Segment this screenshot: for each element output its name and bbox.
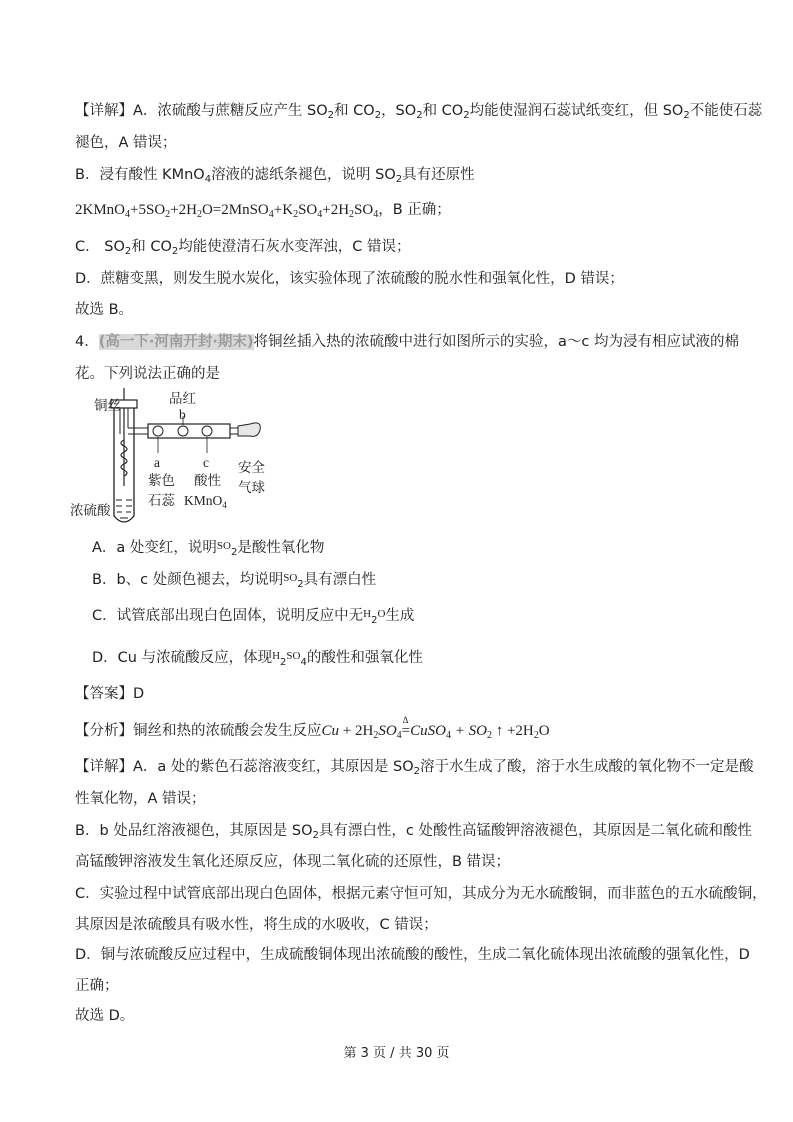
label-purple: 紫色 (148, 473, 175, 488)
detail4-conclusion: 故选 D。 (75, 1008, 135, 1024)
detail4-line5: C．实验过程中试管底部出现白色固体，根据元素守恒可知，其成分为无水硫酸铜，而非蓝色的五水硫酸铜， (75, 886, 767, 902)
detail3-equation: $2KMnO_4+5SO_2+2H_2O=2MnSO_4+K_2SO_4+2H_2SO_4$，B 正确； (75, 202, 451, 220)
detail3-line3: B．浸有酸性 KMnO$_4$溶液的滤纸条褪色，说明 $SO_2$具有还原性 (75, 167, 475, 185)
detail3-conclusion: 故选 B。 (75, 302, 134, 318)
detail3-line6: D．蔗糖变黑，则发生脱水炭化，该实验体现了浓硫酸的脱水性和强氧化性，D 错误； (75, 271, 624, 287)
apparatus-figure (66, 388, 286, 528)
cotton-c (202, 426, 212, 436)
safety-balloon (238, 423, 260, 437)
label-litmus: 石蕊 (148, 493, 175, 508)
detail3-line1: 【详解】A．浓硫酸与蔗糖反应产生 $SO_2$和 $CO_2$，$SO_2$和 $CO_2$均能使湿润石蕊试纸变红，但 $SO_2$不能使石蕊 (75, 103, 763, 121)
option-b: B．b、c 处颜色褪去，均说明$^{SO}_2$具有漂白性 (92, 572, 377, 590)
option-a: A．a 处变红，说明$^{SO}_2$是酸性氧化物 (92, 540, 325, 558)
detail3-line2: 褪色，A 错误； (75, 135, 177, 151)
detail4-line1: 【详解】A．a 处的紫色石蕊溶液变红，其原因是 $SO_2$溶于水生成了酸，溶于水生成酸的氧化物不一定是酸 (75, 759, 754, 777)
detail3-line5: C． $SO_2$和 $CO_2$均能使澄清石灰水变浑浊，C 错误； (75, 239, 411, 257)
source-tag: (高一下·河南开封·期末) (98, 334, 254, 350)
analysis: 【分析】铜丝和热的浓硫酸会发生反应$Cu + 2H_2SO_4=$ Δ CuSO$_4$ + $SO_2$ ↑ $+2H_2O$ (75, 715, 550, 741)
answer: 【答案】D (75, 686, 145, 702)
label-pinhong: 品红 (169, 391, 196, 406)
detail4-line2: 性氧化物，A 错误； (75, 791, 206, 807)
label-kmno4: KMnO$_4$ (184, 493, 227, 510)
label-c: c (203, 455, 209, 470)
detail4-line7: D．铜与浓硫酸反应过程中，生成硫酸铜体现出浓硫酸的酸性，生成二氧化硫体现出浓硫酸的强氧化性，D (75, 947, 750, 963)
label-b: b (179, 407, 186, 422)
question4-stem-line1: 4．(高一下·河南开封·期末)将铜丝插入热的浓硫酸中进行如图所示的实验，a～c 均为浸有相应试液的棉 (75, 334, 739, 350)
cotton-a (153, 426, 163, 436)
acid-liquid (116, 500, 132, 518)
label-copper-wire: 铜丝 (94, 398, 121, 413)
label-safety: 安全 (238, 460, 265, 475)
detail4-line8: 正确； (75, 978, 119, 994)
detail4-line4: 高锰酸钾溶液发生氧化还原反应，体现二氧化硫的还原性，B 错误； (75, 854, 511, 870)
cotton-b (178, 426, 188, 436)
page-footer: 第 3 页 / 共 30 页 (343, 1046, 450, 1061)
copper-coil (121, 440, 127, 476)
label-conc-acid: 浓硫酸 (70, 503, 111, 518)
detail4-line6: 其原因是浓硫酸具有吸水性，将生成的水吸收，C 错误； (75, 917, 438, 933)
option-c: C．试管底部出现白色固体，说明反应中无$^H_2^O$生成 (92, 608, 415, 626)
label-acidic: 酸性 (194, 473, 221, 488)
detail4-line3: B．b 处品红溶液褪色，其原因是 $SO_2$具有漂白性，c 处酸性高锰酸钾溶液褪色，其原因是二氧化硫和酸性 (75, 823, 752, 841)
label-a: a (154, 455, 160, 470)
label-balloon: 气球 (238, 480, 265, 495)
option-d: D．Cu 与浓硫酸反应，体现$^H_2^{SO}_4$的酸性和强氧化性 (92, 650, 423, 668)
reaction-equation: $Cu + 2H_2SO_4=$ Δ CuSO$_4$ + $SO_2$ ↑ $+2H_2O$ (321, 715, 550, 741)
question4-stem-line2: 花。下列说法正确的是 (75, 366, 220, 382)
